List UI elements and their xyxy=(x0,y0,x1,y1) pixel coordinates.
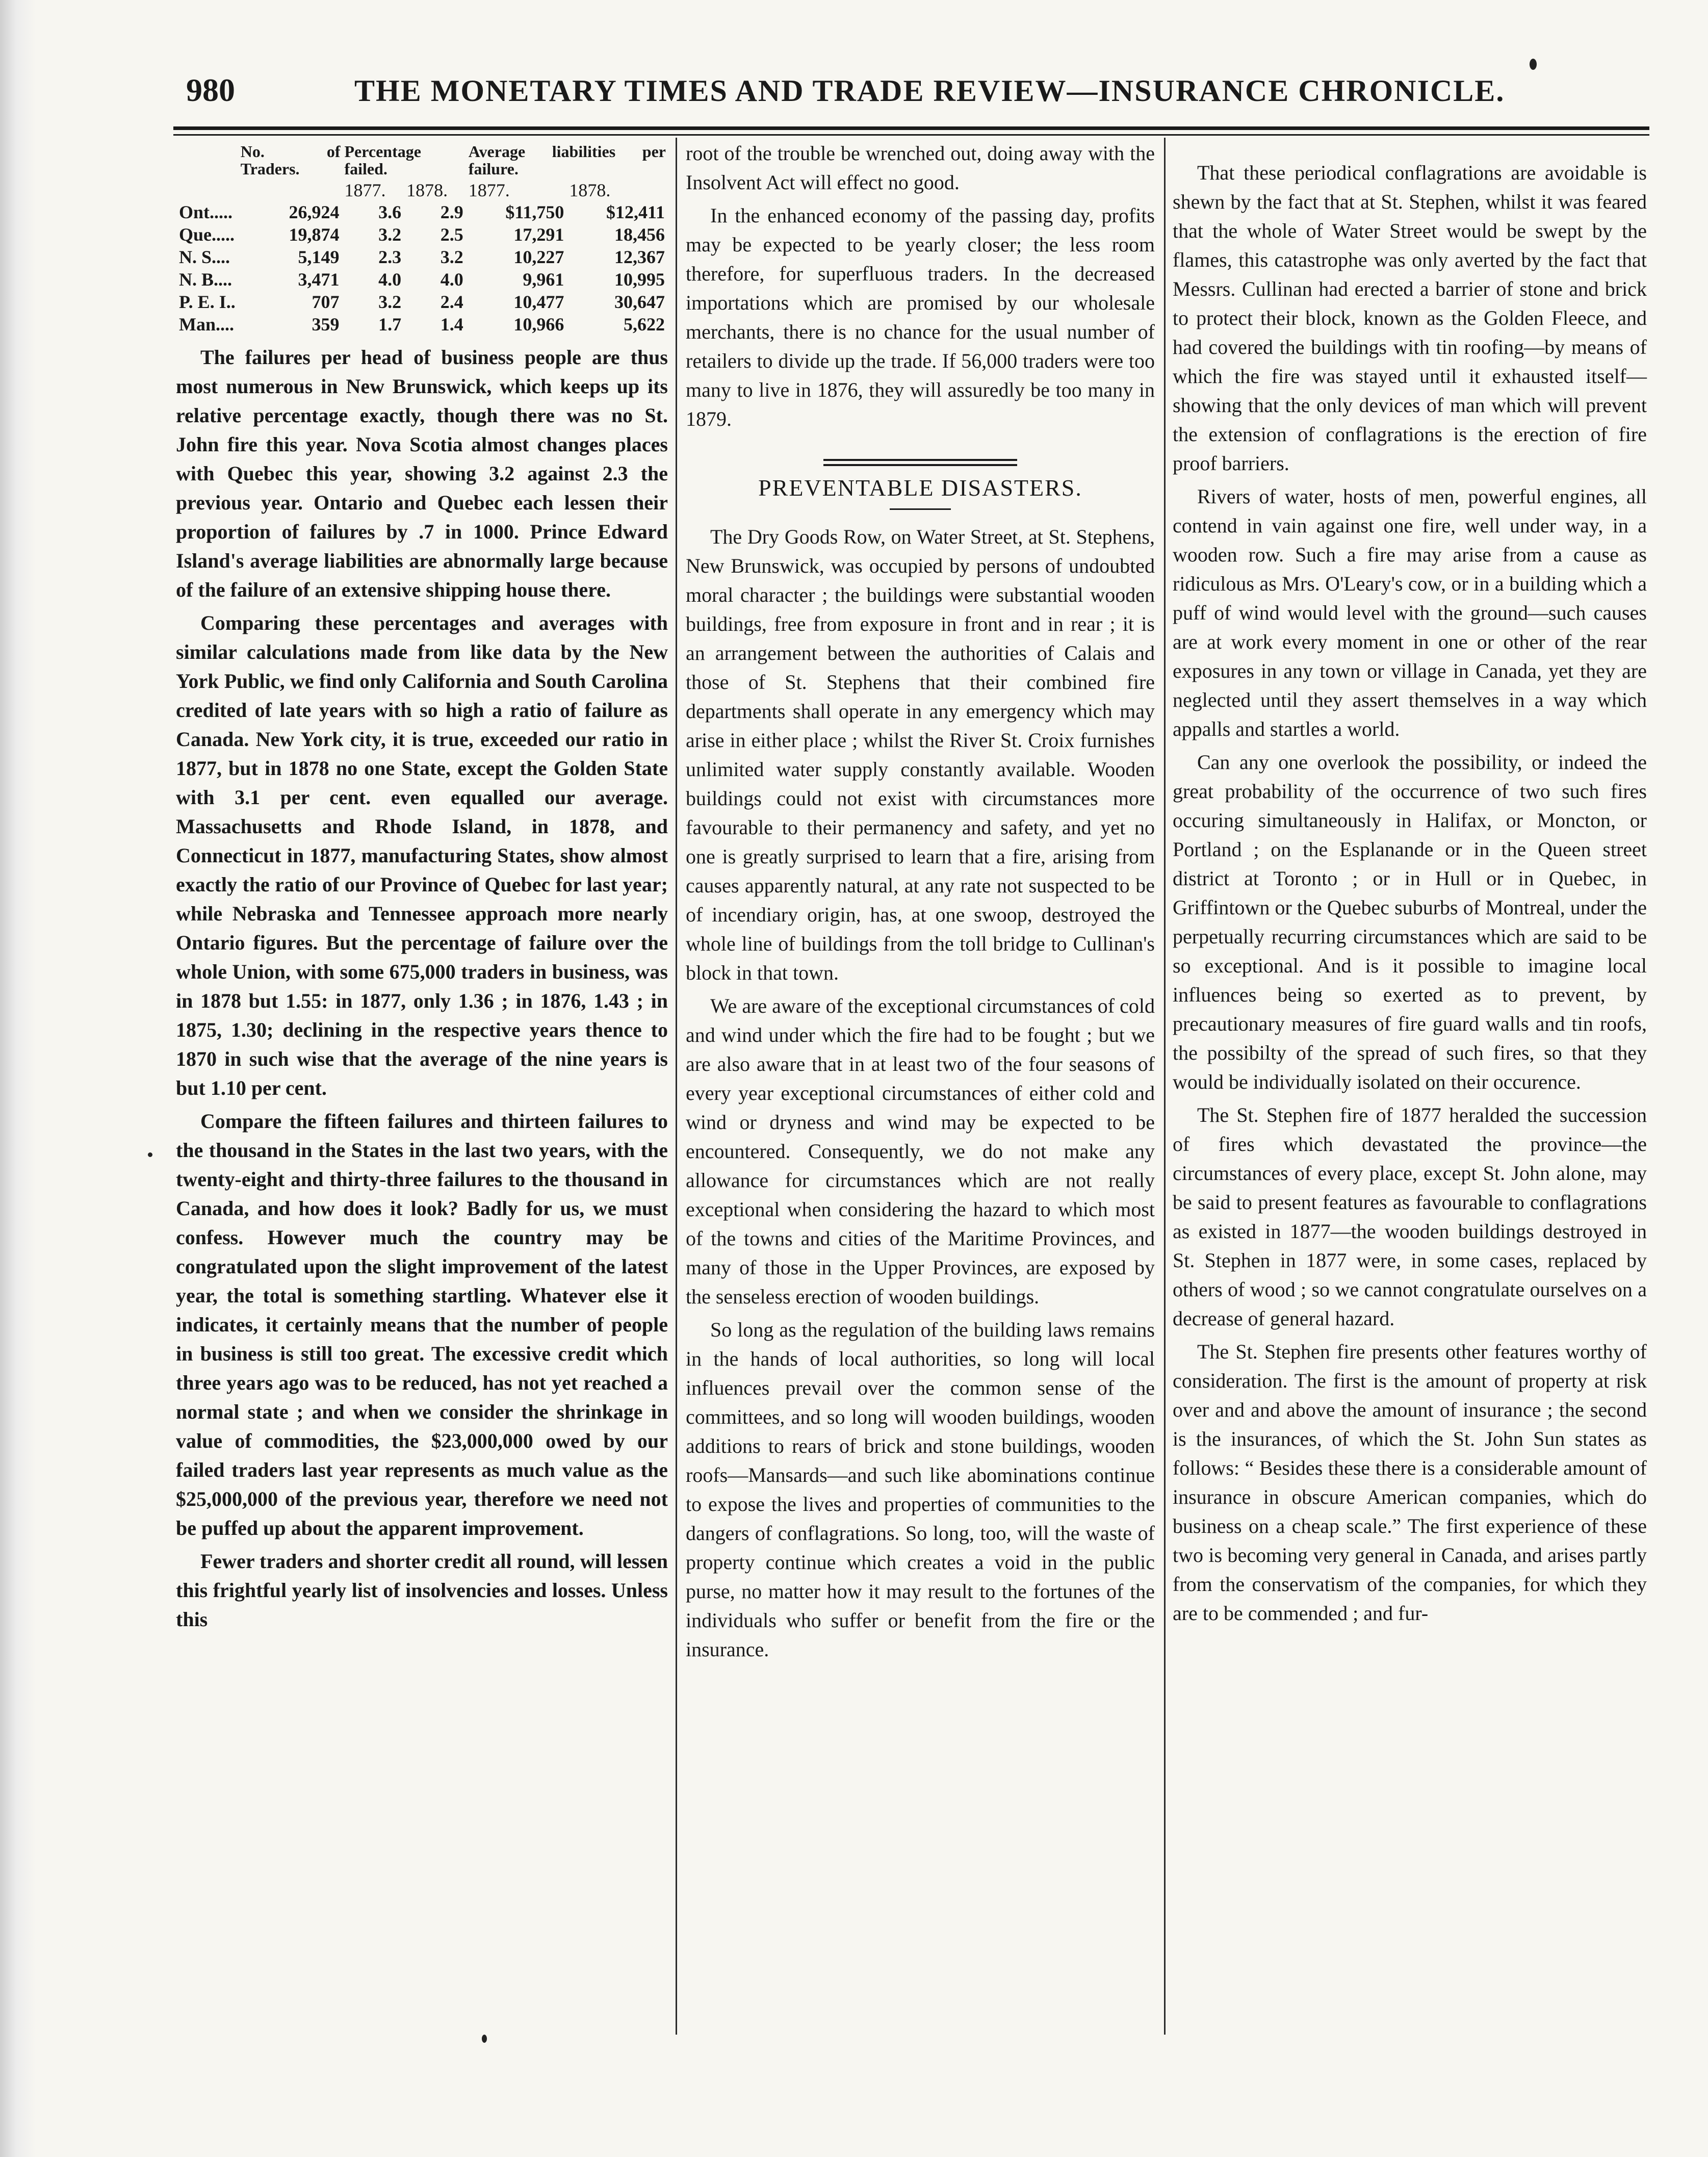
column-1 xyxy=(176,143,668,1634)
table-cell: 26,924 xyxy=(289,202,340,222)
year-label: 1877. xyxy=(344,180,386,200)
province-cell: Ont..... xyxy=(179,202,233,222)
table-cell: 1.7 xyxy=(378,314,402,335)
table-cell: 3,471 xyxy=(298,269,340,290)
page-header xyxy=(186,66,1634,122)
section-ornament xyxy=(823,459,1017,466)
table-cell: 5,149 xyxy=(298,247,340,267)
article-paragraph: root of the trouble be wrenched out, doing away with the Insolvent Act will effect no good. xyxy=(686,142,1155,194)
article-paragraph: In the enhanced economy of the passing day, profits may be expected to be yearly closer; the less room therefore, for superfluous traders. In the decreased importations which are promised by our wholesale merchants, there is no chance for the usual number of retailers to divide up the trade. If 56,000 traders were too many to live in 1876, they will assuredly be too many in 1879. xyxy=(686,204,1155,430)
article-paragraph: Can any one overlook the possibility, or indeed the great probability of the occurrence of two such fires occuring simultaneously in Halifax, or Moncton, or Portland ; on the Esplanande or in the Queen street district at Toronto ; or in Hull or in Quebec, in Griffintown or the Quebec suburbs of Montreal, under the perpetually recurring circumstances which are said to be so exceptional. And is it possible to imagine local influences being so exerted as to prevent, by precautionary measures of fire guard walls and tin roofs, the possibilty of the spread of such fires, so that they would be individually isolated on their occurence. xyxy=(1173,751,1647,1093)
year-label: 1877. xyxy=(468,180,510,200)
table-header-row xyxy=(176,143,668,177)
table-cell: 2.4 xyxy=(440,292,463,312)
article-paragraph: So long as the regulation of the building laws remains in the hands of local authorities, so long will local influences prevail over the common sense of the committees, and so long will wooden buildings, wooden additions to rears of brick and stone buildings, wooden roofs—Mansards—and such like abominations continue to expose the lives and properties of communities to the dangers of conflagrations. So long, too, will the waste of property continue which creates a void in the public purse, no matter how it may result to the fortunes of the individuals who suffer or benefit from the fire or the insurance. xyxy=(686,1318,1155,1661)
table-cell: 30,647 xyxy=(614,292,665,312)
masthead-title: THE MONETARY TIMES AND TRADE REVIEW—INSURANCE CHRONICLE. xyxy=(354,74,1505,108)
page-number: 980 xyxy=(186,72,235,108)
table-row xyxy=(176,268,668,291)
column-3 xyxy=(1173,158,1647,1628)
table-header-liabilities: Average liabilities per failure. xyxy=(468,142,666,178)
scan-edge xyxy=(0,0,36,2157)
table-cell: 3.2 xyxy=(378,292,402,312)
header-rule-thin xyxy=(173,134,1649,136)
section-title: PREVENTABLE DISASTERS. xyxy=(758,475,1082,501)
article-paragraph: Compare the fifteen failures and thirteen failures to the thousand in the States in the last two years, with the twenty-eight and thirty-three failures to the thousand in Canada, and how does it look? Badly for us, we must confess. However much the country may be congratulated upon the slight improvement of the latest year, the total is something startling. Whatever else it indicates, it certainly means that the number of people in business is still too great. The excessive credit which three years ago was to be reduced, has not yet reached a normal state ; and when we consider the shrinkage in value of commodities, the $23,000,000 owed by our failed traders last year represents as much value as the $25,000,000 of the previous year, therefore we need not be puffed up about the apparent improvement. xyxy=(176,1110,668,1539)
table-cell: 4.0 xyxy=(378,269,402,290)
article-paragraph: The Dry Goods Row, on Water Street, at St. Stephens, New Brunswick, was occupied by persons of undoubted moral character ; the buildings were substantial wooden buildings, free from exposure in front and in rear ; it is an arrangement between the authorities of Calais and those of St. Stephens that their combined fire departments shall operate in any emergency which may arise in either place ; whilst the River St. Croix furnishes unlimited water supply constantly available. Wooden buildings could not exist with circumstances more favourable to their permanency and safety, and yet no one is greatly surprised to learn that a fire, arising from causes apparently natural, at any rate not suspected to be of incendiary origin, has, at one swoop, destroyed the whole line of buildings from the toll bridge to Cullinan's block in that town. xyxy=(686,525,1155,984)
article-paragraph: The St. Stephen fire presents other features worthy of consideration. The first is the amount of property at risk over and and above the amount of insurance ; the second is the insurances, of which the St. John Sun states as follows: “ Besides these there is a considerable amount of insurance in obscure American companies, which do business on a cheap scale.” The first experience of these two is becoming very general in Canada, and arises partly from the conservatism of the companies, for which they are to be commended ; and fur- xyxy=(1173,1340,1647,1625)
article-paragraph: Rivers of water, hosts of men, powerful engines, all contend in vain against one fire, well under way, in a wooden row. Such a fire may arise from a cause as ridiculous as Mrs. O'Leary's cow, or in a building which a puff of wind would level with the ground—such causes are at work every moment in one or other of the rear exposures in any town or village in Canada, yet they are neglected until they assert themselves in a way which appalls and startles a world. xyxy=(1173,485,1647,740)
header-rule-thick xyxy=(173,126,1649,130)
province-cell: P. E. I.. xyxy=(179,292,236,312)
ink-speck xyxy=(1530,59,1537,70)
table-row xyxy=(176,246,668,268)
table-cell: 3.2 xyxy=(378,224,402,245)
table-cell: 10,995 xyxy=(614,269,665,290)
table-header-blank xyxy=(176,143,239,177)
table-cell: 10,227 xyxy=(513,247,564,267)
table-row xyxy=(176,201,668,223)
article-paragraph: That these periodical conflagrations are avoidable is shewn by the fact that at St. Stephen, whilst it was feared that the whole of Water Street would be swept by the flames, this catastrophe was only averted by the fact that Messrs. Cullinan had erected a barrier of stone and brick to protect their block, known as the Golden Fleece, and had covered the buildings with tin roofing—by means of which the fire was stayed until it exhausted itself—showing that the only devices of man which will prevent the extension of conflagrations is the erection of fire proof barriers. xyxy=(1173,161,1647,475)
province-cell: N. B.... xyxy=(179,269,232,290)
column-divider-2 xyxy=(1164,138,1166,2035)
table-cell: 5,622 xyxy=(624,314,665,335)
column-divider-1 xyxy=(676,138,677,2035)
table-cell: 707 xyxy=(312,292,340,312)
table-cell: 18,456 xyxy=(614,224,665,245)
table-cell: 9,961 xyxy=(523,269,564,290)
table-cell: 12,367 xyxy=(614,247,665,267)
table-cell: 3.6 xyxy=(378,202,402,222)
article-paragraph: The failures per head of business people are thus most numerous in New Brunswick, which keeps up its relative percentage exactly, though there was no St. John fire this year. Nova Scotia almost changes places with Quebec this year, showing 3.2 against 2.3 the previous year. Ontario and Quebec each lessen their proportion of failures by .7 in 1000. Prince Edward Island's average liabilities are abnormally large because of the failure of an extensive shipping house there. xyxy=(176,346,668,601)
table-cell: $11,750 xyxy=(505,202,564,222)
year-label: 1878. xyxy=(569,180,611,200)
table-cell: 17,291 xyxy=(513,224,564,245)
year-label: 1878. xyxy=(406,180,448,200)
province-cell: Man.... xyxy=(179,314,234,335)
table-cell: 2.3 xyxy=(378,247,402,267)
article-paragraph: We are aware of the exceptional circumstances of cold and wind under which the fire had to be fought ; but we are also aware that in at least two of the four seasons of every year exceptional circumstances of either cold and wind or dryness and wind may be expected to be encountered. Consequently, we do not make any allowance for circumstances which are not really exceptional when considering the hazard to which most of the towns and cities of the Maritime Provinces, and many of those in the Upper Provinces, are exposed by the senseless erection of wooden buildings. xyxy=(686,994,1155,1308)
table-header-traders: No. of Traders. xyxy=(240,142,341,178)
table-cell: $12,411 xyxy=(606,202,665,222)
article-paragraph: The St. Stephen fire of 1877 heralded the succession of fires which devastated the province—the circumstances of every place, except St. John alone, may be said to present features as favourable to conflagrations as existed in 1877—the wooden buildings destroyed in St. Stephen in 1877 were, in some cases, replaced by others of wood ; so we cannot congratulate ourselves on a decrease of general hazard. xyxy=(1173,1103,1647,1330)
table-row xyxy=(176,313,668,336)
table-cell: 4.0 xyxy=(440,269,463,290)
table-cell: 10,966 xyxy=(513,314,564,335)
failures-table xyxy=(176,143,668,336)
section-title-underline xyxy=(890,508,951,510)
table-cell: 1.4 xyxy=(440,314,463,335)
table-cell: 2.9 xyxy=(440,202,463,222)
column-2 xyxy=(686,139,1155,1664)
ink-speck xyxy=(148,1152,152,1157)
table-header-percentage: Percentage failed. xyxy=(344,142,421,178)
table-cell: 19,874 xyxy=(289,224,340,245)
table-cell: 3.2 xyxy=(440,247,463,267)
table-cell: 359 xyxy=(312,314,340,335)
province-cell: N. S.... xyxy=(179,247,230,267)
table-row xyxy=(176,291,668,313)
article-paragraph: Comparing these percentages and averages with similar calculations made from like data by the New York Public, we find only California and South Carolina credited of late years with so high a ratio of failure as Canada. New York city, it is true, exceeded our ratio in 1877, but in 1878 no one State, except the Golden State with 3.1 per cent. even equalled our average. Massachusetts and Rhode Island, in 1878, and Connecticut in 1877, manufacturing States, show almost exactly the ratio of our Province of Quebec for last year; while Nebraska and Tennessee approach more nearly Ontario figures. But the percentage of failure over the whole Union, with some 675,000 traders in business, was in 1878 but 1.55: in 1877, only 1.36 ; in 1876, 1.43 ; in 1875, 1.30; declining in the respective years thence to 1870 in such wise that the average of the nine years is but 1.10 per cent. xyxy=(176,611,668,1099)
table-cell: 2.5 xyxy=(440,224,463,245)
province-cell: Que..... xyxy=(179,224,235,245)
table-cell: 10,477 xyxy=(513,292,564,312)
ink-speck xyxy=(482,2035,487,2043)
article-paragraph: Fewer traders and shorter credit all round, will lessen this frightful yearly list of insolvencies and losses. Unless this xyxy=(176,1550,668,1631)
table-years-row xyxy=(176,177,668,201)
table-row xyxy=(176,223,668,246)
